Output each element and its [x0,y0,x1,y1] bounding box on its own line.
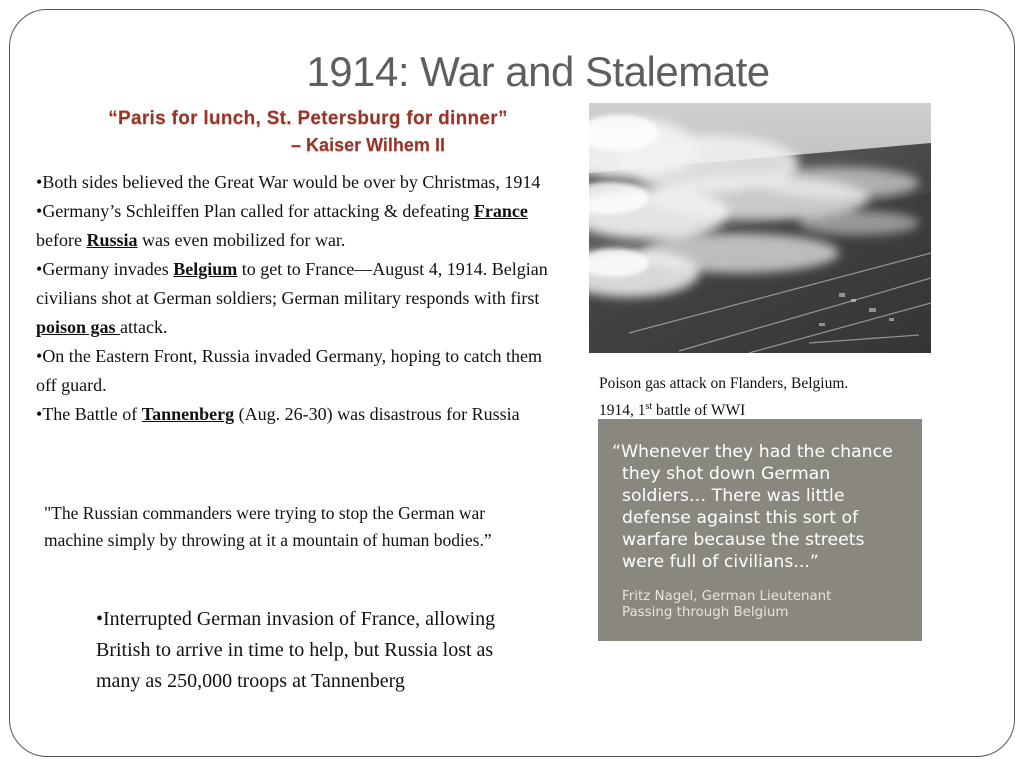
poison-gas-photo [589,103,931,353]
bullet-list [36,168,556,429]
poison-gas-photo-icon [589,103,931,353]
bullet-item: •Germany invades Belgium to get to France—August 4, 1914. Belgian civilians shot at German soldiers; German military responds with first poison gas attack. [36,259,548,337]
interrupted-invasion-bullet: •Interrupted German invasion of France, allowing British to arrive in time to help, but Russia lost as many as 250,000 troops at Tannenberg [96,608,496,692]
kaiser-quote-line: “Paris for lunch, St. Petersburg for dinner” [108,108,508,129]
commanders-quote: "The Russian commanders were trying to stop the German war machine simply by throwing at it a mountain of human bodies.” [44,503,492,550]
nagel-context: Passing through Belgium [622,605,789,620]
keyword-tannenberg: Tannenberg [141,404,235,424]
bullet-item: •The Battle of Tannenberg (Aug. 26-30) was disastrous for Russia [36,404,520,424]
nagel-quote-box [598,419,922,641]
bullet-item: •On the Eastern Front, Russia invaded Germany, hoping to catch them off guard. [36,346,543,395]
nagel-quote-text: “Whenever they had the chance they shot down German soldiers… There was little defense against this sort of warfare because the streets were full of civilians...” [612,442,893,572]
kaiser-quote-heading [28,106,588,158]
keyword-russia: Russia [86,230,138,250]
photo-caption: Poison gas attack on Flanders, Belgium. 1914, 1st battle of WWI [599,375,849,420]
keyword-belgium: Belgium [173,259,238,279]
kaiser-quote-attribution: – Kaiser Wilhem II [291,135,445,155]
slide-title: 1914: War and Stalemate [306,48,770,95]
nagel-attribution [612,589,910,621]
keyword-poison-gas: poison gas [36,317,121,337]
bullet-item: •Germany’s Schleiffen Plan called for attacking & defeating France before Russia was even mobilized for war. [36,201,528,250]
keyword-france: France [473,201,528,221]
bullet-item: •Both sides believed the Great War would be over by Christmas, 1914 [36,172,541,192]
nagel-author: Fritz Nagel, German Lieutenant [622,589,832,604]
